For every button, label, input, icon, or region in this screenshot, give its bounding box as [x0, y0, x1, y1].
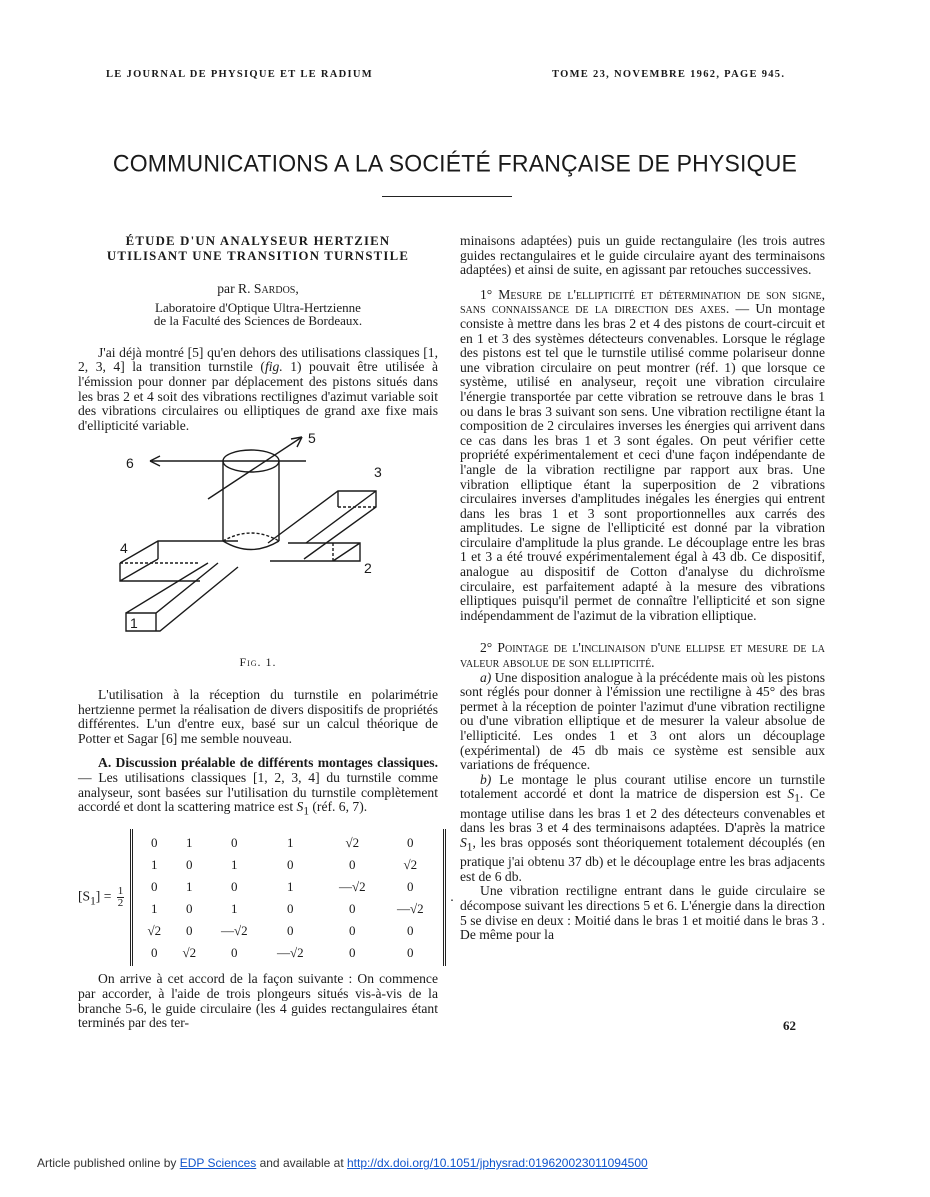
matrix-cell: 0 [349, 901, 356, 917]
section-2-heading: 2° Pointage de l'inclinaison d'une ellipse et mesure de la valeur absolue de son ellipticité. [460, 640, 825, 671]
matrix-cell: 0 [231, 835, 238, 851]
fig-label-5: 5 [308, 433, 316, 447]
matrix-cell: 0 [407, 835, 414, 851]
paragraph-section-2b: b) Le montage le plus courant utilise encore un turnstile totalement accordé et dont la matrice de dispersion est $S_1$. Ce montage utilise dans les bras 1 et 2 des détecteurs convenables et dans les bras 3 et 4 des terminaisons adaptées. D'après la matrice $S_1$, les bras opposés sont théoriquement totalement découplés (en pratique j'ai obtenu 37 db) et le découplage entre les bras adjacents est de 6 db. [460, 771, 825, 884]
matrix-cell: 0 [349, 923, 356, 939]
matrix-cell: 0 [231, 879, 238, 895]
matrix-cell: 0 [151, 945, 158, 961]
item-b-label: b) [480, 771, 492, 787]
matrix-cell: √2 [147, 923, 162, 939]
matrix-fraction: $\frac{1}{2}$ [117, 885, 124, 910]
matrix-cell: 1 [287, 879, 294, 895]
page-number: 62 [783, 1018, 796, 1033]
fig-ref: fig. [264, 359, 283, 375]
arm-4-waveguide [120, 541, 238, 581]
paragraph-section-2a [460, 671, 825, 773]
matrix-cell: 1 [231, 857, 238, 873]
matrix-cell: 0 [349, 857, 356, 873]
publisher-link[interactable]: EDP Sciences [179, 1156, 257, 1170]
matrix-cell: —√2 [276, 945, 304, 961]
author-name: Sardos, [253, 281, 299, 296]
arm-2-waveguide [270, 543, 360, 561]
section-a-heading: A. Discussion préalable de différents montages classiques. [98, 755, 438, 771]
discussion-text-b: (réf. 6, 7). [309, 799, 368, 815]
paragraph-section-1 [460, 288, 825, 624]
matrix-cell: 0 [287, 857, 294, 873]
byline-by: par R. [217, 281, 251, 296]
matrix-cell: 0 [407, 923, 414, 939]
section-2a-text: Une disposition analogue à la précédente mais où les pistons sont réglés pour donner à l'émission une rectiligne à 45° des bras permet à la réception de pointer l'azimut d'une vibration rectiligne ou d'une vibration elliptique et de mesurer la valeur absolue de l'ellipticité. Les ondes 1 et 3 ont alors un découplage (expérimental) de 45 db mais ce système est sensible aux variations de fréquence. [460, 669, 825, 773]
symbol-s: S [296, 799, 304, 815]
fig-label-2: 2 [364, 560, 372, 577]
paragraph-intro [78, 346, 438, 434]
page-title: COMMUNICATIONS A LA SOCIÉTÉ FRANÇAISE DE PHYSIQUE [112, 149, 798, 177]
figure-caption: Fig. 1. [239, 655, 277, 670]
paragraph-tuning: On arrive à cet accord de la façon suivante : On commence par accorder, à l'aide de trois plongeurs situés vis-à-vis de la branche 5-6, le guide circulaire (les 4 guides rectangulaires étant terminés par des ter- [78, 971, 438, 1031]
footer-middle: and available at [256, 1156, 347, 1170]
matrix-cell: 0 [151, 835, 158, 851]
matrix-cell: 1 [186, 835, 193, 851]
fig-label-3: 3 [374, 464, 382, 481]
matrix-cell: 0 [287, 901, 294, 917]
footer [37, 1156, 648, 1170]
affiliation-line-1: Laboratoire d'Optique Ultra-Hertzienne [155, 299, 361, 315]
item-a-label: a) [480, 669, 492, 685]
matrix-cell: 0 [349, 945, 356, 961]
matrix-cell: 0 [186, 901, 193, 917]
paragraph-reception: L'utilisation à la réception du turnstile en polarimétrie hertzienne permet la réalisation de divers dispositifs de propriétés différentes. L'un d'entre eux, basé sur un calcul théorique de Potter et Sagar [6] me semble nouveau. [78, 686, 438, 746]
paragraph-discussion [78, 756, 438, 819]
matrix-cell: —√2 [220, 923, 248, 939]
section-2-heading-para [460, 641, 825, 670]
matrix-cell: 1 [287, 835, 294, 851]
circular-guide-cylinder [223, 450, 279, 550]
matrix-cell: —√2 [338, 879, 366, 895]
matrix-cell: 0 [287, 923, 294, 939]
fig-label-6: 6 [126, 455, 134, 472]
matrix-cell: √2 [345, 835, 360, 851]
article-title-line-2: UTILISANT UNE TRANSITION TURNSTILE [106, 249, 410, 263]
footer-prefix: Article published online by [37, 1156, 180, 1170]
matrix-cell: 1 [151, 901, 158, 917]
matrix-cell: 1 [231, 901, 238, 917]
turnstile-figure [108, 433, 408, 651]
running-head-right: TOME 23, NOVEMBRE 1962, PAGE 945. [552, 69, 786, 80]
section-1-body: — Un montage consiste à mettre dans les bras 2 et 4 des pistons de court-circuit et en 1 et 3 des systèmes détecteurs convenables. Lorsque le réglage des pistons est tel que le turnstile utilisé comme polariseur donne une vibration circulaire on peut montrer (réf. 1) que lorsque ce système, utilisé en analyseur, reçoit une vibration circulaire l'énergie transportée par cette vibration se retrouve dans le bras 1 ou dans le bras 3 suivant son sens. Une vibration rectiligne étant la composition de 2 circulaires inverses les énergies qui arrivent dans ce cas dans les bras 1 et 3 sont égales. On peut vérifier cette propriété expérimentalement et ceci d'une façon indépendante de l'angle de la vibration rectiligne par rapport aux bras. Une vibration elliptique étant la superposition de 2 vibrations circulaires inverses d'amplitudes inégales les énergies qui entrent dans les bras 1 et 3 sont proportionnelles aux carrés des amplitudes. Le signe de l'ellipticité est donné par la vibration circulaire d'amplitude la plus grande. Le découplage entre les bras 1 et 3 a été trouvé expérimentalement égal à 43 db. Ce dispositif, analogue au dispositif de Cotton d'analyse du dichroïsme circulaire, est parfaitement adapté à la mesure des vibrations elliptiques puisqu'il permet de connaître l'ellipticité et son signe indépendamment de l'azimut de la vibration elliptique. [460, 301, 825, 623]
affiliation-line-2: de la Faculté des Sciences de Bordeaux. [153, 313, 363, 329]
running-head-left: LE JOURNAL DE PHYSIQUE ET LE RADIUM [106, 69, 374, 80]
fig-label-4: 4 [120, 540, 128, 557]
scattering-matrix-equation [78, 829, 454, 966]
matrix-cell: 0 [407, 945, 414, 961]
intro-text-b: 1) pouvait être utilisée à l'émission pour donner par déplacement des pistons situés dans les bras 2 et 4 soit des vibrations rectilignes d'azimut variable soit des vibrations circulaires ou elliptiques de grand axe fixe mais d'ellipticité variable. [78, 359, 438, 433]
matrix-cell: 1 [186, 879, 193, 895]
left-column [78, 234, 454, 1031]
article-title-line-1: ÉTUDE D'UN ANALYSEUR HERTZIEN [125, 234, 391, 248]
arm-1-waveguide [126, 563, 238, 631]
matrix-cell: —√2 [396, 901, 424, 917]
fig-label-1: 1 [130, 615, 138, 632]
matrix-end-period: . [450, 889, 454, 905]
matrix-cell: 0 [151, 879, 158, 895]
scattering-matrix [130, 829, 446, 966]
affiliation [78, 301, 438, 328]
matrix-cell: √2 [403, 857, 418, 873]
direction-6-arrow [150, 456, 306, 466]
right-column [460, 234, 825, 943]
section-1-heading: 1° Mesure de l'ellipticité et détermination de son signe, sans connaissance de la direction des axes. [460, 286, 825, 317]
intro-text-a: J'ai déjà montré [5] qu'en dehors des utilisations classiques [1, 2, 3, 4] la transition turnstile ( [78, 344, 438, 375]
matrix-cell: 0 [231, 945, 238, 961]
matrix-label: $[S_1]$ = $\frac{1}{2}$ [78, 885, 124, 910]
matrix-cell: 0 [186, 857, 193, 873]
direction-5-arrow [208, 437, 302, 499]
byline [78, 282, 438, 297]
paragraph-continuation: minaisons adaptées) puis un guide rectangulaire (les trois autres guides rectangulaires et le guide circulaire ayant des terminaisons adaptées) et ainsi de suite, en agissant par retouches successives. [460, 233, 825, 278]
paragraph-last: Une vibration rectiligne entrant dans le guide circulaire se décompose suivant les directions 5 et 6. L'énergie dans la direction 5 se divise en deux : Moitié dans le bras 1 et moitié dans le bras 3 . De même pour la [460, 883, 825, 943]
doi-link[interactable]: http://dx.doi.org/10.1051/jphysrad:019620023011094500 [346, 1156, 648, 1170]
title-divider [382, 196, 512, 197]
article-title [78, 234, 438, 264]
matrix-cell: 1 [151, 857, 158, 873]
matrix-cell: 0 [186, 923, 193, 939]
matrix-cell: 0 [407, 879, 414, 895]
discussion-text-a: — Les utilisations classiques [1, 2, 3, 4] du turnstile comme analyseur, sont basées sur l'utilisation du turnstile complètement accordé et dont la scattering matrice est [78, 769, 438, 815]
symbol-s-sub: 1 [303, 805, 309, 818]
matrix-cell: √2 [182, 945, 197, 961]
